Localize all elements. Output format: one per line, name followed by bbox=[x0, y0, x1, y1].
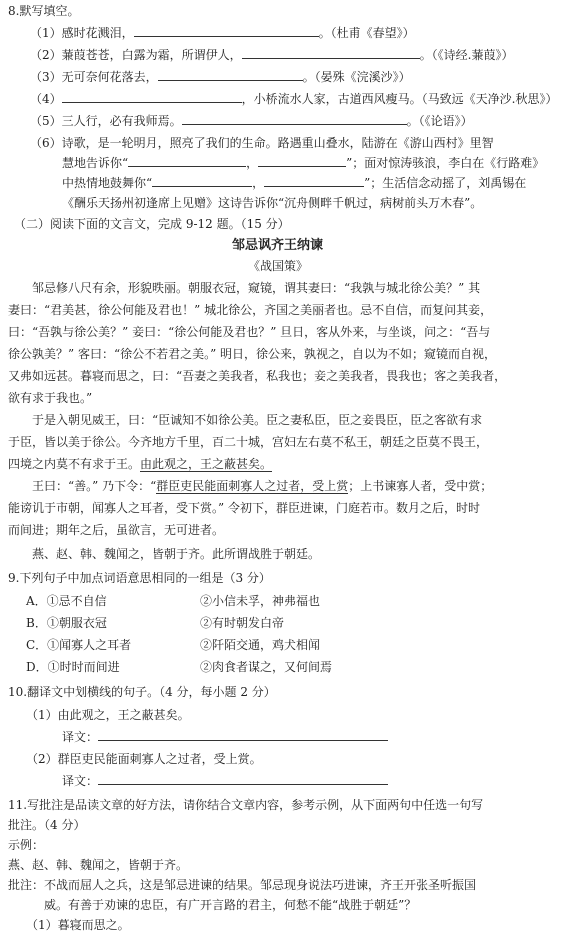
item-text-pre: 蒹葭苍苍，白露为霜，所谓伊人， bbox=[61, 48, 242, 62]
q9-option-b[interactable]: B．①朝服衣冠 bbox=[26, 616, 107, 630]
q9-header: 9.下列句子中加点词语意思相同的一组是（3 分） bbox=[8, 571, 271, 585]
answer-blank[interactable] bbox=[98, 729, 388, 741]
item-number: （4） bbox=[30, 92, 62, 106]
passage-line: 而间进；期年之后，虽欲言，无可进者。 bbox=[8, 523, 225, 537]
answer-blank[interactable] bbox=[242, 47, 420, 59]
q10-item-2 bbox=[26, 751, 262, 767]
q8-header: 8.默写填空。 bbox=[8, 4, 80, 18]
item-number: （5） bbox=[30, 114, 62, 128]
item-text-post: 。（杜甫《春望》） bbox=[318, 26, 415, 40]
q11-example-label: 示例： bbox=[8, 838, 45, 852]
q11-header-2: 批注。（4 分） bbox=[8, 818, 86, 832]
item-number: （2） bbox=[30, 48, 62, 62]
passage-line: 又弗如远甚。暮寝而思之，曰：“吾妻之美我者，私我也；妾之美我者，畏我也；客之美我者， bbox=[8, 369, 507, 383]
passage-line: 邹忌修八尺有余，形貌昳丽。朝服衣冠，窥镜，谓其妻曰：“我孰与城北徐公美？” 其 bbox=[32, 281, 481, 295]
answer-blank[interactable] bbox=[98, 773, 388, 785]
item-text-post: 。（晏殊《浣溪沙》） bbox=[302, 70, 411, 84]
item-text-post: 。（《诗经.蒹葭》） bbox=[419, 48, 514, 62]
q8-item-6-line-2 bbox=[62, 155, 544, 171]
passage-line: 妻曰：“君美甚，徐公何能及君也！” 城北徐公，齐国之美丽者也。忌不自信，而复问其妾， bbox=[8, 303, 493, 317]
paragraph-text: ”；生活信念动摇了，刘禹锡在 bbox=[364, 176, 527, 190]
q8-item-3 bbox=[30, 69, 411, 85]
answer-blank[interactable] bbox=[128, 155, 246, 167]
q11-note-line-2: 威。有善于劝谏的忠臣，有广开言路的君主，何愁不能“战胜于朝廷”？ bbox=[44, 898, 417, 912]
q10-item-1 bbox=[26, 707, 190, 723]
q9-option-d-right: ②肉食者谋之，又何间焉 bbox=[200, 660, 333, 674]
q8-item-4 bbox=[30, 91, 557, 107]
passage-text: 王曰：“善。” 乃下令：“ bbox=[32, 479, 157, 493]
paragraph-text: 中热情地鼓舞你“ bbox=[62, 176, 153, 190]
answer-blank[interactable] bbox=[152, 175, 252, 187]
q9-option-c-right: ②阡陌交通，鸡犬相闻 bbox=[200, 638, 321, 652]
q8-item-5 bbox=[30, 113, 473, 129]
paragraph-text: 诗歌，是一轮明月，照亮了我们的生命。路遇重山叠水，陆游在《游山西村》里智 bbox=[61, 136, 494, 150]
item-number: （3） bbox=[30, 70, 62, 84]
q10-header: 10.翻译文中划横线的句子。（4 分，每小题 2 分） bbox=[8, 685, 276, 699]
q9-option-a-right: ②小信未孚，神弗福也 bbox=[200, 594, 321, 608]
passage-line bbox=[8, 456, 272, 472]
underlined-sentence: 群臣吏民能面刺寡人之过者，受上赏 bbox=[156, 479, 349, 493]
passage-line: 燕、赵、韩、魏闻之，皆朝于齐。此所谓战胜于朝廷。 bbox=[32, 547, 321, 561]
item-text: 群臣吏民能面刺寡人之过者，受上赏。 bbox=[57, 752, 262, 766]
item-number: （1） bbox=[30, 26, 62, 40]
passage-text: ；上书谏寡人者，受中赏； bbox=[348, 479, 493, 493]
item-text-post: ，小桥流水人家，古道西风瘦马。（马致远《天净沙.秋思》） bbox=[241, 92, 558, 106]
answer-blank[interactable] bbox=[158, 69, 303, 81]
item-text-pre: 无可奈何花落去， bbox=[61, 70, 158, 84]
passage-text: 四境之内莫不有求于王。 bbox=[8, 457, 141, 471]
paragraph-text: ， bbox=[246, 156, 259, 170]
underlined-sentence: 由此观之，王之蔽甚矣。 bbox=[140, 457, 273, 471]
q9-option-c[interactable]: C．①闻寡人之耳者 bbox=[26, 638, 132, 652]
q9-option-d[interactable]: D．①时时而间进 bbox=[26, 660, 120, 674]
answer-blank[interactable] bbox=[62, 91, 242, 103]
q11-header: 11.写批注是品读文章的好方法，请你结合文章内容，参考示例，从下面两句中任选一句写 bbox=[8, 798, 484, 812]
q8-item-6 bbox=[30, 135, 494, 151]
passage-line: 曰：“吾孰与徐公美？” 妾曰：“徐公何能及君也？” 旦日，客从外来，与坐谈，问之：“吾与 bbox=[8, 325, 491, 339]
answer-blank[interactable] bbox=[258, 155, 346, 167]
item-number: （6） bbox=[30, 136, 62, 150]
translation-label: 译文： bbox=[62, 774, 99, 788]
section-intro: （二）阅读下面的文言文，完成 9-12 题。（15 分） bbox=[14, 217, 290, 231]
item-text-pre: 三人行，必有我师焉。 bbox=[61, 114, 182, 128]
q10-translation-2 bbox=[62, 773, 388, 789]
answer-blank[interactable] bbox=[182, 113, 407, 125]
answer-blank[interactable] bbox=[134, 25, 319, 37]
q9-option-b-right: ②有时朝发白帝 bbox=[200, 616, 285, 630]
item-text-pre: 感时花溅泪， bbox=[61, 26, 134, 40]
answer-blank[interactable] bbox=[264, 175, 364, 187]
passage-line: 徐公孰美？” 客曰：“徐公不若君之美。” 明日，徐公来，孰视之，自以为不如；窥镜而自视， bbox=[8, 347, 497, 361]
passage-line bbox=[32, 478, 492, 494]
item-number: （1） bbox=[26, 708, 58, 722]
item-text: 由此观之，王之蔽甚矣。 bbox=[57, 708, 190, 722]
passage-line: 于臣，皆以美于徐公。今齐地方千里，百二十城，宫妇左右莫不私王，朝廷之臣莫不畏王， bbox=[8, 435, 489, 449]
paragraph-text: ”；面对惊涛骇浪，李白在《行路难》 bbox=[346, 156, 545, 170]
paragraph-text: ， bbox=[252, 176, 265, 190]
q10-translation-1 bbox=[62, 729, 388, 745]
q9-option-a[interactable]: A．①忌不自信 bbox=[26, 594, 107, 608]
q11-example-sentence: 燕、赵、韩、魏闻之，皆朝于齐。 bbox=[8, 858, 189, 872]
q11-item-1: （1）暮寝而思之。 bbox=[26, 918, 130, 932]
passage-line: 于是入朝见威王，曰：“臣诚知不如徐公美。臣之妻私臣，臣之妾畏臣，臣之客欲有求 bbox=[32, 413, 483, 427]
passage-source: 《战国策》 bbox=[248, 259, 309, 273]
q8-item-6-line-3 bbox=[62, 175, 526, 191]
passage-line: 欲有求于我也。” bbox=[8, 391, 93, 405]
item-text-post: 。（《论语》） bbox=[406, 114, 473, 128]
q11-note-line-1: 批注：不战而屈人之兵，这是邹忌进谏的结果。邹忌现身说法巧进谏，齐王开张圣听振国 bbox=[8, 878, 477, 892]
passage-line: 能谤讥于市朝，闻寡人之耳者，受下赏。” 令初下，群臣进谏，门庭若市。数月之后，时时 bbox=[8, 501, 480, 515]
q8-item-1 bbox=[30, 25, 415, 41]
item-number: （2） bbox=[26, 752, 58, 766]
paragraph-text: 慧地告诉你“ bbox=[62, 156, 129, 170]
q8-item-6-line-4: 《酬乐天扬州初逢席上见赠》这诗告诉你“沉舟侧畔千帆过，病树前头万木春”。 bbox=[62, 196, 483, 210]
passage-title: 邹忌讽齐王纳谏 bbox=[232, 238, 324, 253]
q8-item-2 bbox=[30, 47, 513, 63]
translation-label: 译文： bbox=[62, 730, 99, 744]
